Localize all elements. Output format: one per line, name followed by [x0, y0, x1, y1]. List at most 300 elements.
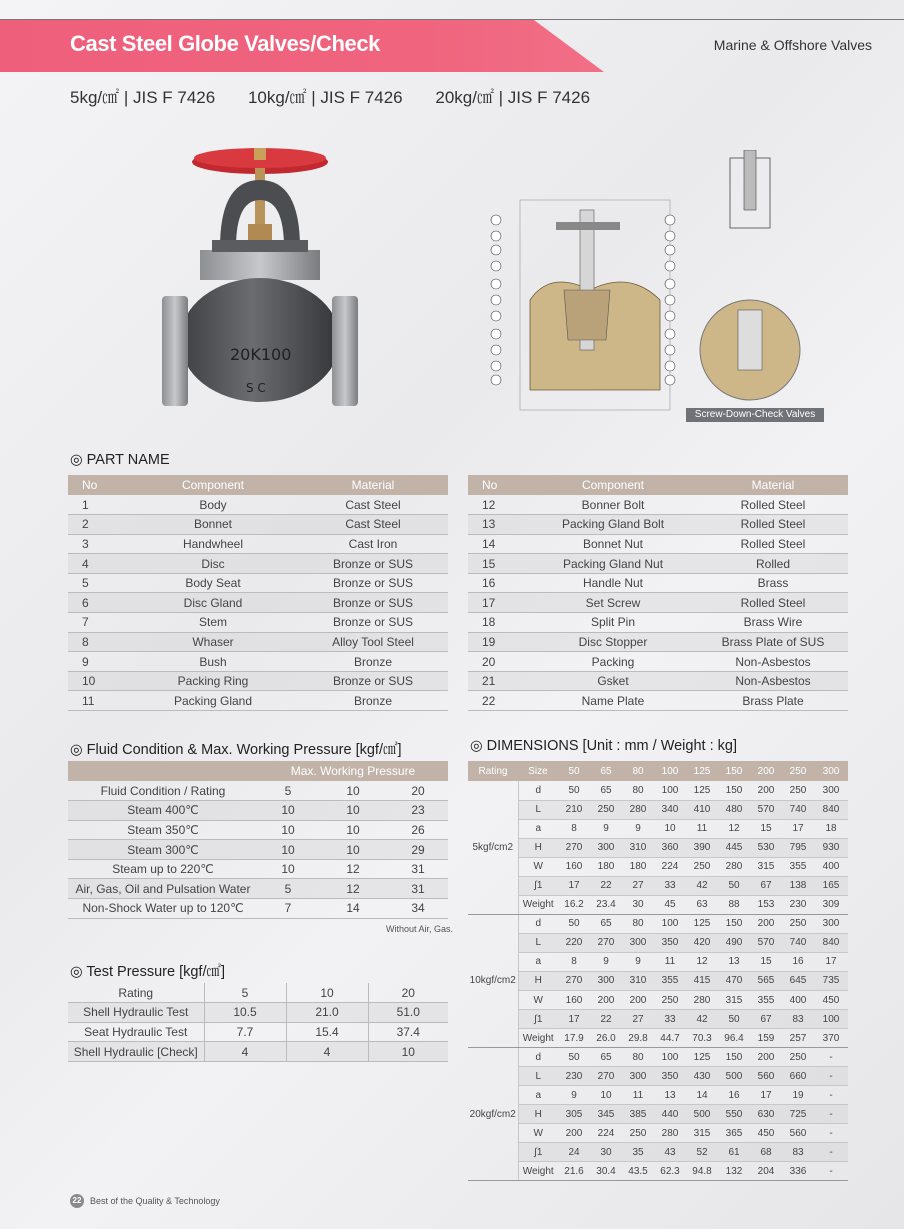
pressure-value: 31 [388, 879, 448, 899]
col-no: No [468, 475, 528, 495]
pressure-value: 10 [258, 840, 318, 860]
part-no: 1 [68, 495, 128, 515]
dim-value: 355 [782, 857, 814, 876]
part-component: Packing [528, 652, 698, 672]
dim-value: 52 [686, 1143, 718, 1162]
dim-value: 200 [558, 1124, 590, 1143]
dim-value: 42 [686, 1010, 718, 1029]
dim-symbol: Weight [518, 1029, 558, 1048]
test-value: 10 [368, 1042, 448, 1062]
fluid-title: ◎ Fluid Condition & Max. Working Pressure [kgf/㎠] [70, 742, 402, 758]
dim-value: 100 [654, 914, 686, 933]
dim-header: Size [518, 761, 558, 781]
part-material: Non-Asbestos [698, 652, 848, 672]
dim-value: 70.3 [686, 1029, 718, 1048]
dim-value: 310 [622, 971, 654, 990]
dim-value: 300 [590, 838, 622, 857]
dim-value: 8 [558, 819, 590, 838]
dim-value: 100 [814, 1010, 848, 1029]
dim-value: 67 [750, 1010, 782, 1029]
dim-value: 250 [654, 991, 686, 1010]
part-no: 12 [468, 495, 528, 515]
part-material: Bronze or SUS [298, 613, 448, 633]
part-component: Disc [128, 554, 298, 574]
table-row [68, 652, 448, 672]
part-material: Rolled [698, 554, 848, 574]
part-material: Alloy Tool Steel [298, 632, 448, 652]
dim-value: 250 [782, 1048, 814, 1067]
dim-symbol: ∫1 [518, 1010, 558, 1029]
dim-value: 12 [718, 819, 750, 838]
dim-value: 19 [782, 1086, 814, 1105]
table-row [468, 933, 848, 952]
part-material: Cast Iron [298, 534, 448, 554]
dim-value: 150 [718, 781, 750, 800]
table-row [68, 781, 448, 801]
dim-value: 27 [622, 1010, 654, 1029]
dim-value: 300 [622, 933, 654, 952]
dim-value: 63 [686, 895, 718, 914]
dim-value: 370 [814, 1029, 848, 1048]
part-material: Brass Wire [698, 613, 848, 633]
dim-value: 530 [750, 838, 782, 857]
dim-value: 94.8 [686, 1162, 718, 1181]
part-no: 11 [68, 691, 128, 711]
dim-value: 305 [558, 1105, 590, 1124]
dim-value: 660 [782, 1067, 814, 1086]
dimensions-title: ◎ DIMENSIONS [Unit : mm / Weight : kg] [470, 738, 737, 754]
dim-value: 10 [590, 1086, 622, 1105]
test-value: 37.4 [368, 1022, 448, 1042]
pressure-rating-5: 5kg/㎠ | JIS F 7426 [70, 88, 216, 107]
part-component: Split Pin [528, 613, 698, 633]
dim-symbol: a [518, 819, 558, 838]
dim-value: 200 [750, 781, 782, 800]
dim-symbol: W [518, 991, 558, 1010]
table-row [68, 573, 448, 593]
dim-value: 33 [654, 876, 686, 895]
pressure-value: 10 [318, 820, 388, 840]
dim-value: 725 [782, 1105, 814, 1124]
dim-value: 65 [590, 781, 622, 800]
part-material: Bronze or SUS [298, 554, 448, 574]
dim-value: 50 [558, 781, 590, 800]
test-value: 4 [286, 1042, 368, 1062]
dim-value: 300 [622, 1067, 654, 1086]
dim-value: 355 [750, 991, 782, 1010]
table-row [468, 971, 848, 990]
dim-value: 30.4 [590, 1162, 622, 1181]
dim-value: 16 [782, 952, 814, 971]
dim-value: 309 [814, 895, 848, 914]
dim-value: 125 [686, 781, 718, 800]
table-row [468, 1010, 848, 1029]
dim-value: 153 [750, 895, 782, 914]
table-row [68, 534, 448, 554]
dim-value: 280 [686, 991, 718, 1010]
dim-symbol: d [518, 781, 558, 800]
dim-value: 570 [750, 933, 782, 952]
dim-value: 43.5 [622, 1162, 654, 1181]
page-number: 22 [70, 1194, 84, 1208]
fluid-condition: Steam up to 220℃ [68, 859, 258, 879]
dim-value: 65 [590, 914, 622, 933]
table-row [68, 1042, 448, 1062]
part-no: 3 [68, 534, 128, 554]
check-valve-label: Screw-Down-Check Valves [686, 408, 824, 422]
part-component: Gsket [528, 671, 698, 691]
table-row [468, 671, 848, 691]
fluid-condition: Fluid Condition / Rating [68, 781, 258, 801]
pressure-value: 12 [318, 879, 388, 899]
dim-value: 560 [750, 1067, 782, 1086]
part-material: Bronze or SUS [298, 593, 448, 613]
rating-group: 20kgf/cm2 [468, 1048, 518, 1181]
pressure-value: 10 [318, 801, 388, 821]
dim-value: - [814, 1124, 848, 1143]
pressure-value: 7 [258, 899, 318, 919]
dim-value: 270 [558, 971, 590, 990]
dim-header: 125 [686, 761, 718, 781]
pressure-value: 26 [388, 820, 448, 840]
part-material: Cast Steel [298, 515, 448, 535]
col-no: No [68, 475, 128, 495]
dim-value: 12 [686, 952, 718, 971]
dim-symbol: d [518, 1048, 558, 1067]
dim-value: 250 [590, 800, 622, 819]
dim-value: 30 [622, 895, 654, 914]
dim-value: 61 [718, 1143, 750, 1162]
dim-value: 280 [718, 857, 750, 876]
dim-value: 350 [654, 933, 686, 952]
test-table [68, 983, 448, 1062]
dim-value: 26.0 [590, 1029, 622, 1048]
dim-value: 50 [718, 876, 750, 895]
pressure-ratings [70, 83, 618, 108]
dim-value: 65 [590, 1048, 622, 1067]
table-row [68, 899, 448, 919]
test-name: Seat Hydraulic Test [68, 1022, 204, 1042]
test-name: Shell Hydraulic Test [68, 1003, 204, 1023]
table-row [68, 691, 448, 711]
dim-value: 8 [558, 952, 590, 971]
table-row [468, 781, 848, 800]
part-material: Rolled Steel [698, 515, 848, 535]
part-no: 21 [468, 671, 528, 691]
dim-value: 50 [558, 914, 590, 933]
dim-value: 500 [718, 1067, 750, 1086]
table-row [468, 534, 848, 554]
table-row [468, 1124, 848, 1143]
dim-value: 200 [622, 991, 654, 1010]
dim-value: 795 [782, 838, 814, 857]
part-component: Packing Gland Bolt [528, 515, 698, 535]
table-row [68, 495, 448, 515]
part-component: Packing Gland Nut [528, 554, 698, 574]
dim-value: 67 [750, 876, 782, 895]
dim-value: 17 [750, 1086, 782, 1105]
dim-value: 930 [814, 838, 848, 857]
dim-value: 280 [654, 1124, 686, 1143]
dim-value: 300 [814, 914, 848, 933]
part-no: 16 [468, 573, 528, 593]
dim-symbol: Weight [518, 1162, 558, 1181]
dim-value: 30 [590, 1143, 622, 1162]
dim-header: 100 [654, 761, 686, 781]
dim-value: 180 [622, 857, 654, 876]
dim-value: 14 [686, 1086, 718, 1105]
table-row [68, 820, 448, 840]
dim-value: 250 [622, 1124, 654, 1143]
part-material: Bronze [298, 652, 448, 672]
part-name-table-right [468, 475, 848, 711]
dim-value: - [814, 1143, 848, 1162]
dim-value: 50 [558, 1048, 590, 1067]
table-row [68, 801, 448, 821]
test-value: 7.7 [204, 1022, 286, 1042]
test-value: 20 [368, 983, 448, 1003]
dim-value: 11 [654, 952, 686, 971]
dim-value: 440 [654, 1105, 686, 1124]
dim-symbol: W [518, 857, 558, 876]
dim-value: 125 [686, 1048, 718, 1067]
dim-symbol: ∫1 [518, 1143, 558, 1162]
part-material: Bronze [298, 691, 448, 711]
pressure-value: 34 [388, 899, 448, 919]
dim-value: 257 [782, 1029, 814, 1048]
dim-value: 125 [686, 914, 718, 933]
dimensions-table [468, 761, 848, 1181]
dim-value: 132 [718, 1162, 750, 1181]
fluid-condition: Steam 350℃ [68, 820, 258, 840]
dim-value: 21.6 [558, 1162, 590, 1181]
table-row [68, 840, 448, 860]
fluid-note: Without Air, Gas. [386, 924, 454, 934]
dim-value: 180 [590, 857, 622, 876]
category-label: Marine & Offshore Valves [713, 37, 872, 53]
dim-value: 735 [814, 971, 848, 990]
pressure-value: 10 [318, 840, 388, 860]
part-material: Rolled Steel [698, 495, 848, 515]
pressure-value: 23 [388, 801, 448, 821]
dim-value: 445 [718, 838, 750, 857]
test-value: 10 [286, 983, 368, 1003]
part-no: 19 [468, 632, 528, 652]
dim-value: 138 [782, 876, 814, 895]
dim-value: 550 [718, 1105, 750, 1124]
dim-symbol: H [518, 1105, 558, 1124]
table-row [468, 1105, 848, 1124]
part-no: 13 [468, 515, 528, 535]
table-row [68, 613, 448, 633]
dim-symbol: L [518, 933, 558, 952]
part-component: Bush [128, 652, 298, 672]
valve-drawing [480, 150, 840, 425]
part-component: Handle Nut [528, 573, 698, 593]
table-row [468, 991, 848, 1010]
test-name: Rating [68, 983, 204, 1003]
part-no: 22 [468, 691, 528, 711]
test-value: 51.0 [368, 1003, 448, 1023]
dim-value: 740 [782, 933, 814, 952]
dim-value: 200 [750, 914, 782, 933]
dim-value: 11 [686, 819, 718, 838]
part-component: Bonnet [128, 515, 298, 535]
dim-value: 365 [718, 1124, 750, 1143]
dim-value: 10 [654, 819, 686, 838]
dim-value: 300 [590, 971, 622, 990]
dim-value: 204 [750, 1162, 782, 1181]
dim-value: 350 [654, 1067, 686, 1086]
part-no: 14 [468, 534, 528, 554]
part-component: Whaser [128, 632, 298, 652]
dim-header: 80 [622, 761, 654, 781]
fluid-condition: Non-Shock Water up to 120℃ [68, 899, 258, 919]
dim-value: 27 [622, 876, 654, 895]
part-no: 2 [68, 515, 128, 535]
dim-value: 29.8 [622, 1029, 654, 1048]
part-component: Bonnet Nut [528, 534, 698, 554]
pressure-value: 14 [318, 899, 388, 919]
top-rule [0, 19, 904, 20]
dim-value: 43 [654, 1143, 686, 1162]
dim-value: 22 [590, 876, 622, 895]
dim-value: 430 [686, 1067, 718, 1086]
table-row [68, 1022, 448, 1042]
dim-value: 9 [622, 819, 654, 838]
dim-value: - [814, 1067, 848, 1086]
fluid-condition: Air, Gas, Oil and Pulsation Water [68, 879, 258, 899]
part-no: 20 [468, 652, 528, 672]
dim-value: 490 [718, 933, 750, 952]
dim-value: 159 [750, 1029, 782, 1048]
part-material: Rolled Steel [698, 534, 848, 554]
part-component: Handwheel [128, 534, 298, 554]
max-working-pressure-header: Max. Working Pressure [258, 761, 448, 781]
part-material: Non-Asbestos [698, 671, 848, 691]
part-no: 9 [68, 652, 128, 672]
pressure-value: 10 [318, 781, 388, 801]
dim-value: 565 [750, 971, 782, 990]
pressure-value: 5 [258, 879, 318, 899]
col-component: Component [528, 475, 698, 495]
part-no: 6 [68, 593, 128, 613]
col-material: Material [298, 475, 448, 495]
dim-value: 470 [718, 971, 750, 990]
dim-value: 400 [814, 857, 848, 876]
table-row [468, 593, 848, 613]
test-value: 5 [204, 983, 286, 1003]
dim-symbol: ∫1 [518, 876, 558, 895]
part-material: Cast Steel [298, 495, 448, 515]
part-no: 17 [468, 593, 528, 613]
dim-value: 9 [622, 952, 654, 971]
dim-value: 15 [750, 819, 782, 838]
dim-symbol: d [518, 914, 558, 933]
table-row [468, 1067, 848, 1086]
dim-value: 13 [654, 1086, 686, 1105]
dim-value: 415 [686, 971, 718, 990]
dim-value: 200 [590, 991, 622, 1010]
footer [70, 1194, 220, 1208]
table-row [468, 1143, 848, 1162]
dim-value: 165 [814, 876, 848, 895]
dim-value: 88 [718, 895, 750, 914]
dim-symbol: Weight [518, 895, 558, 914]
part-component: Stem [128, 613, 298, 633]
dim-value: 16 [718, 1086, 750, 1105]
dim-header: 50 [558, 761, 590, 781]
dim-value: 18 [814, 819, 848, 838]
dim-value: 630 [750, 1105, 782, 1124]
dim-value: 315 [718, 991, 750, 1010]
dim-value: 420 [686, 933, 718, 952]
dim-value: 62.3 [654, 1162, 686, 1181]
dim-value: - [814, 1048, 848, 1067]
table-row [68, 859, 448, 879]
dim-symbol: L [518, 800, 558, 819]
dim-value: 100 [654, 1048, 686, 1067]
dim-value: 360 [654, 838, 686, 857]
dim-value: 150 [718, 914, 750, 933]
dim-value: 83 [782, 1143, 814, 1162]
dim-value: 355 [654, 971, 686, 990]
dim-header: 250 [782, 761, 814, 781]
table-row [468, 652, 848, 672]
dim-value: 24 [558, 1143, 590, 1162]
table-row [68, 1003, 448, 1023]
dim-symbol: a [518, 952, 558, 971]
dim-value: 160 [558, 991, 590, 1010]
part-component: Disc Gland [128, 593, 298, 613]
part-material: Bronze or SUS [298, 573, 448, 593]
dim-value: 560 [782, 1124, 814, 1143]
dim-value: - [814, 1162, 848, 1181]
part-name-title: ◎ PART NAME [70, 452, 170, 468]
table-row [468, 952, 848, 971]
pressure-value: 31 [388, 859, 448, 879]
part-component: Bonner Bolt [528, 495, 698, 515]
table-row [468, 691, 848, 711]
part-no: 10 [68, 671, 128, 691]
table-row [68, 879, 448, 899]
test-value: 15.4 [286, 1022, 368, 1042]
table-row [68, 632, 448, 652]
part-component: Body [128, 495, 298, 515]
pressure-value: 10 [258, 801, 318, 821]
table-row [68, 554, 448, 574]
dim-value: 80 [622, 1048, 654, 1067]
dim-value: 450 [814, 991, 848, 1010]
pressure-value: 10 [258, 820, 318, 840]
dim-value: 160 [558, 857, 590, 876]
dim-value: 400 [782, 991, 814, 1010]
dim-header: 150 [718, 761, 750, 781]
dim-value: 42 [686, 876, 718, 895]
dim-value: 450 [750, 1124, 782, 1143]
dim-value: 280 [622, 800, 654, 819]
table-row [468, 573, 848, 593]
table-row [468, 857, 848, 876]
part-component: Body Seat [128, 573, 298, 593]
dim-value: 80 [622, 914, 654, 933]
dim-value: 480 [718, 800, 750, 819]
dim-value: 83 [782, 1010, 814, 1029]
fluid-table [68, 761, 448, 919]
pressure-value: 12 [318, 859, 388, 879]
dim-value: 315 [750, 857, 782, 876]
pressure-value: 29 [388, 840, 448, 860]
